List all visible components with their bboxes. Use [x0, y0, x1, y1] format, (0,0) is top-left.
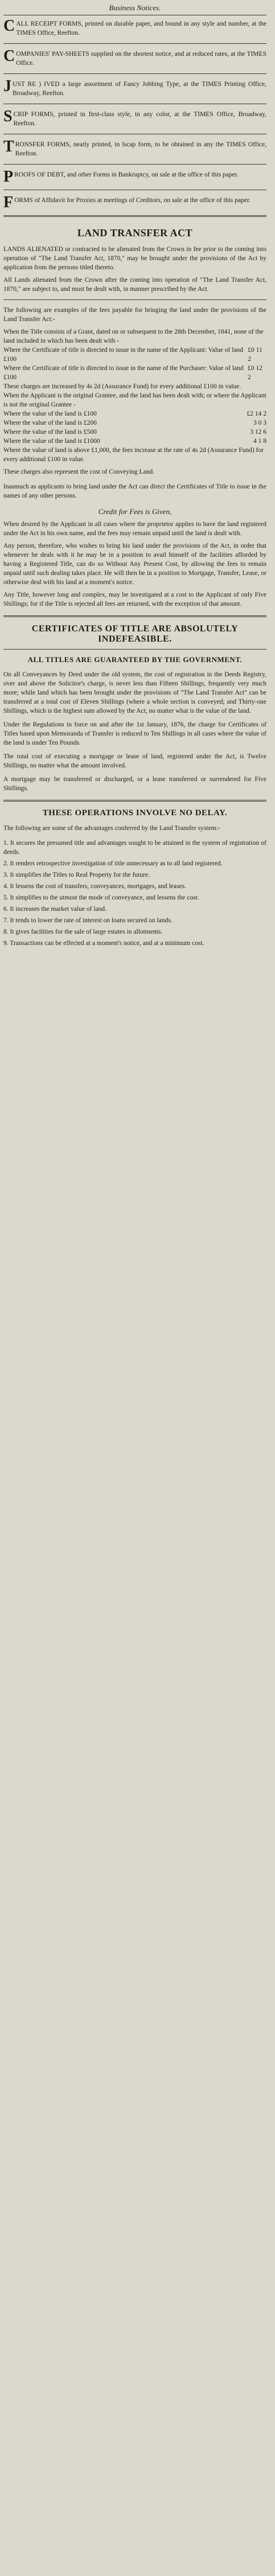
ops-item: 5. It simplifies to the utmost the mode of conveyance, and lessens the cost. — [3, 894, 199, 901]
fees-table — [3, 327, 266, 464]
ops-item: 2. It renders retrospective investigation of title unnecessary as to all land registered. — [3, 860, 223, 867]
divider — [3, 164, 266, 165]
notice-text: CRIP FORMS, printed in first-class style, in any color, at the TIMES Office, Broadway, Reefton. — [13, 111, 266, 127]
fee-label: Where the Certificate of title is directed to issue in the name of the Purchaser: Value of land £100 — [3, 365, 244, 381]
fee-label: Where the value of the land is £200 — [3, 420, 97, 426]
fee-row — [3, 327, 266, 346]
fee-row — [3, 428, 266, 437]
fee-row — [3, 409, 266, 418]
notice-receipt-forms — [3, 19, 266, 38]
fee-label: Where the value of the land is £500 — [3, 429, 97, 436]
credit-text-2: Any person, therefore, who wishes to bring his land under the provisions of the Act, in order that whenever he deals with it he may be in a position to avail himself of the facilities afforded by having a Registered Title, can do so Without Any Present Cost, by allowing the fees to remain unpaid until such dealing takes place. He will then be in a position to Mortgage, Transfer, Lease, or otherwise deal with his land at a moment's notice. — [3, 543, 266, 586]
notice-text: ORMS of Affidavit for Proxies at meetings of Creditors, on sale at the office of this paper. — [14, 197, 251, 204]
fee-amount: £2 14 2 — [247, 410, 266, 417]
fee-amount: £0 12 2 — [247, 365, 262, 381]
fees-note: These charges also represent the cost of Conveying Land. — [3, 469, 155, 475]
ops-item: 3. It simplifies the Titles to Real Property for the future. — [3, 872, 150, 878]
lta-intro: LANDS ALIENATED or contracted to be alienated from the Crown in fee prior to the coming into operation of "The Land Transfer Act, 1870," may be brought under the provisions of the Act by application from the persons titled thereto. — [3, 246, 266, 271]
drop-cap: T — [3, 138, 14, 155]
fee-row — [3, 382, 266, 391]
fee-row — [3, 446, 266, 464]
fee-amount: 4 1 8 — [253, 438, 266, 445]
divider — [3, 43, 266, 44]
fee-row — [3, 364, 266, 382]
drop-cap: P — [3, 168, 14, 186]
notice-text: ROOFS OF DEBT, and other Forms in Bankruptcy, on sale at the office of this paper. — [14, 171, 239, 178]
fee-label: When the Title consists of a Grant, dated on or subsequent to the 28th December, 1841, none of the land included in which has been dealt with - — [3, 328, 264, 344]
notice-list — [3, 19, 266, 950]
ops-item: 8. It gives facilities for the sale of large estates in allotments. — [3, 928, 163, 935]
drop-cap: C — [3, 47, 15, 65]
fee-label: When the Applicant is the original Grantee, and the land has been dealt with; or where the Applicant is not the original Grantee - — [3, 392, 266, 408]
cert-title: CERTIFICATES OF TITLE ARE ABSOLUTELY INDEFEASIBLE. — [31, 624, 239, 644]
notice-scrip-forms — [3, 110, 266, 128]
divider — [3, 73, 266, 74]
business-notices-column — [3, 3, 266, 15]
credit-text: When desired by the Applicant in all cases where the proprietor applies to have the land registered under the Act in his own name, and the fees may remain unpaid until the land is dealt with. — [3, 521, 266, 537]
certificates-note: Inasmuch as applicants to bring land under the Act can direct the Certificates of Title to issue in the names of any other persons. — [3, 483, 266, 499]
fee-row — [3, 418, 266, 428]
divider — [3, 615, 266, 617]
fee-row — [3, 391, 266, 409]
divider — [3, 299, 266, 300]
notice-pay-sheets — [3, 47, 266, 68]
ops-item: 9. Transactions can be effected at a moment's notice, and at a minimum cost. — [3, 940, 204, 947]
notice-proofs-of-debt — [3, 170, 266, 184]
divider — [3, 649, 266, 650]
cert-paragraph-3: The total cost of executing a mortgage or lease of land, registered under the Act, is Twelve Shillings, no matter what the amount involved. — [3, 753, 266, 769]
fee-amount: £0 11 2 — [248, 347, 262, 363]
fee-amount: 3 0 3 — [253, 420, 266, 426]
ops-intro: The following are some of the advantages conferred by the Land Transfer system:- — [3, 825, 220, 832]
drop-cap: C — [3, 17, 15, 35]
notice-affidavit-forms — [3, 196, 266, 209]
lta-intro-2: All Lands alienated from the Crown after the coming into operation of "The Land Transfer Act, 1870," are subject to, and must be dealt with, in manner prescribed by the Act. — [3, 277, 266, 293]
cert-paragraph-4: A mortgage may be transferred or discharged, or a lease transferred or surrendered for Five Shillings. — [3, 776, 266, 792]
ops-title: THESE OPERATIONS INVOLVE NO DELAY. — [42, 808, 228, 817]
section-heading: Business Notices. — [109, 3, 161, 12]
ops-item: 6. It increases the market value of land. — [3, 906, 107, 913]
notice-jobbing-type — [3, 77, 266, 98]
fee-label: These charges are increased by 4s 2d (Assurance Fund) for every additional £100 in value. — [3, 383, 241, 390]
fee-row — [3, 346, 266, 364]
ops-item: 1. It secures the presumed title and advantages sought to be attained in the system of registration of deeds. — [3, 840, 266, 856]
fee-row — [3, 437, 266, 446]
ops-item: 4. It lessens the cost of transfers, conveyances, mortgages, and leases. — [3, 883, 186, 890]
notice-text: RONSFER FORMS, neatly printed, in lscap form, to be obtained in any the TIMES Office, Reefton. — [15, 141, 266, 157]
divider — [3, 800, 266, 802]
drop-cap: J — [3, 77, 11, 95]
credit-text-3: Any Title, however long and complex, may be investigated at a cost to the Applicant of only Five Shillings; for if the Title is rejected all fees are returned, with the exception of that amount. — [3, 591, 266, 607]
notice-text: OMPANIES' PAY-SHEETS supplied on the shortest notice, and at reduced rates, at the TIMES Office. — [16, 51, 266, 67]
fee-amount: 3 12 6 — [250, 429, 266, 436]
cert-paragraph-1: On all Conveyances by Deed under the old system, the cost of registration in the Deeds Registry, over and above the Solicitor's charge, is never less than Fifteen Shillings, frequently very much more; while land which has been brought under the provisions of "The Land Transfer Act" can be transferred at a total cost of Eleven Shillings (where a whole section is conveyed; and Thirty-one Shillings, which is the highest sum allowed by the Act, no matter what is the value of the land. — [3, 671, 266, 714]
fee-label: Where the value of the land is £1000 — [3, 438, 100, 445]
notice-text: UST RE ) IVED a large assortment of Fancy Jobbing Type, at the TIMES Printing Office, Broadway, Reefton. — [13, 81, 266, 97]
credit-title: Credit for Fees is Given, — [98, 507, 172, 516]
cert-subtitle: ALL TITLES ARE GUARANTEED BY THE GOVERNMENT. — [27, 655, 243, 664]
cert-paragraph-2: Under the Regulations in force on and after the 1st January, 1876, the charge for Certificates of Titles based upon Memoranda of Transfer is reduced to Ten Shillings in all cases where the value of the land is under Ten Pounds. — [3, 721, 266, 746]
notice-text: ALL RECEIPT FORMS, printed on durable paper, and bound in any style and number, at the TIMES Office, Reefton. — [16, 20, 266, 36]
drop-cap: S — [3, 108, 13, 125]
fee-label: Where the value of land is above £1,000, the fees increase at the rate of 4s 2d (Assurance Fund) for every additional £100 in value. — [3, 447, 264, 463]
lta-title: LAND TRANSFER ACT — [77, 227, 193, 239]
fee-label: Where the Certificate of title is directed to issue in the name of the Applicant: Value of land £100 — [3, 347, 243, 363]
drop-cap: F — [3, 194, 14, 211]
divider — [3, 215, 266, 217]
ops-list — [3, 839, 266, 948]
fees-intro: The following are examples of the fees payable for bringing the land under the provisions of the Land Transfer Act:- — [3, 307, 266, 323]
notice-transfer-forms — [3, 140, 266, 158]
ops-item: 7. It tends to lower the rate of interest on loans secured on lands. — [3, 917, 173, 924]
fee-label: Where the value of the land is £100 — [3, 410, 97, 417]
